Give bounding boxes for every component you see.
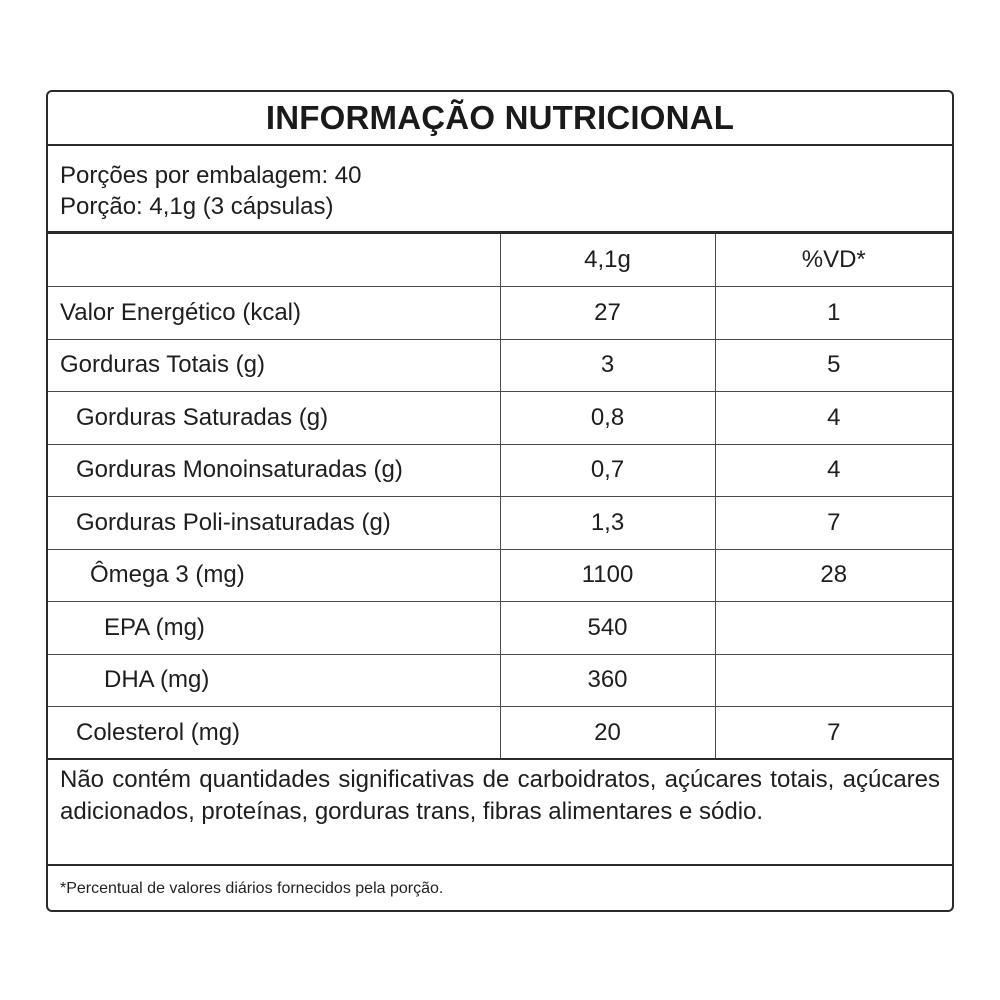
nutrition-facts-label xyxy=(46,90,954,912)
header-quantity: 4,1g xyxy=(500,234,715,287)
portion-size: Porção: 4,1g (3 cápsulas) xyxy=(60,193,334,220)
nutrient-name: Valor Energético (kcal) xyxy=(48,287,500,340)
table-row xyxy=(48,497,952,550)
insignificant-amounts-note: Não contém quantidades significativas de carboidratos, açúcares totais, açúcares adicionados, proteínas, gorduras trans, fibras alimentares e sódio. xyxy=(48,760,952,866)
serving-info xyxy=(48,146,952,234)
label-title: INFORMAÇÃO NUTRICIONAL xyxy=(48,92,952,146)
nutrient-daily-value: 4 xyxy=(715,392,952,445)
header-nutrient xyxy=(48,234,500,287)
nutrient-name: EPA (mg) xyxy=(48,602,500,655)
nutrient-name: Colesterol (mg) xyxy=(48,707,500,760)
nutrient-name: Gorduras Saturadas (g) xyxy=(48,392,500,445)
nutrient-name: Gorduras Totais (g) xyxy=(48,339,500,392)
nutrient-daily-value: 5 xyxy=(715,339,952,392)
nutrient-daily-value: 7 xyxy=(715,707,952,760)
nutrient-daily-value: 4 xyxy=(715,444,952,497)
table-row xyxy=(48,602,952,655)
table-row xyxy=(48,339,952,392)
nutrient-name: DHA (mg) xyxy=(48,654,500,707)
portions-per-package: Porções por embalagem: 40 xyxy=(60,162,362,189)
table-row xyxy=(48,707,952,760)
nutrient-quantity: 1100 xyxy=(500,549,715,602)
nutrient-quantity: 360 xyxy=(500,654,715,707)
nutrient-quantity: 0,8 xyxy=(500,392,715,445)
nutrient-quantity: 540 xyxy=(500,602,715,655)
nutrient-quantity: 20 xyxy=(500,707,715,760)
nutrient-name: Gorduras Poli-insaturadas (g) xyxy=(48,497,500,550)
nutrient-name: Gorduras Monoinsaturadas (g) xyxy=(48,444,500,497)
nutrient-daily-value: 28 xyxy=(715,549,952,602)
table-row xyxy=(48,654,952,707)
nutrient-quantity: 3 xyxy=(500,339,715,392)
table-row xyxy=(48,287,952,340)
table-row xyxy=(48,549,952,602)
nutrient-daily-value xyxy=(715,602,952,655)
nutrient-quantity: 27 xyxy=(500,287,715,340)
nutrient-quantity: 0,7 xyxy=(500,444,715,497)
nutrient-name: Ômega 3 (mg) xyxy=(48,549,500,602)
header-daily-value: %VD* xyxy=(715,234,952,287)
nutrition-table xyxy=(48,234,952,760)
table-row xyxy=(48,392,952,445)
nutrient-daily-value: 1 xyxy=(715,287,952,340)
nutrient-daily-value xyxy=(715,654,952,707)
daily-value-footnote: *Percentual de valores diários fornecidos pela porção. xyxy=(60,880,444,897)
nutrient-daily-value: 7 xyxy=(715,497,952,550)
table-row xyxy=(48,444,952,497)
table-header-row xyxy=(48,234,952,287)
nutrient-quantity: 1,3 xyxy=(500,497,715,550)
